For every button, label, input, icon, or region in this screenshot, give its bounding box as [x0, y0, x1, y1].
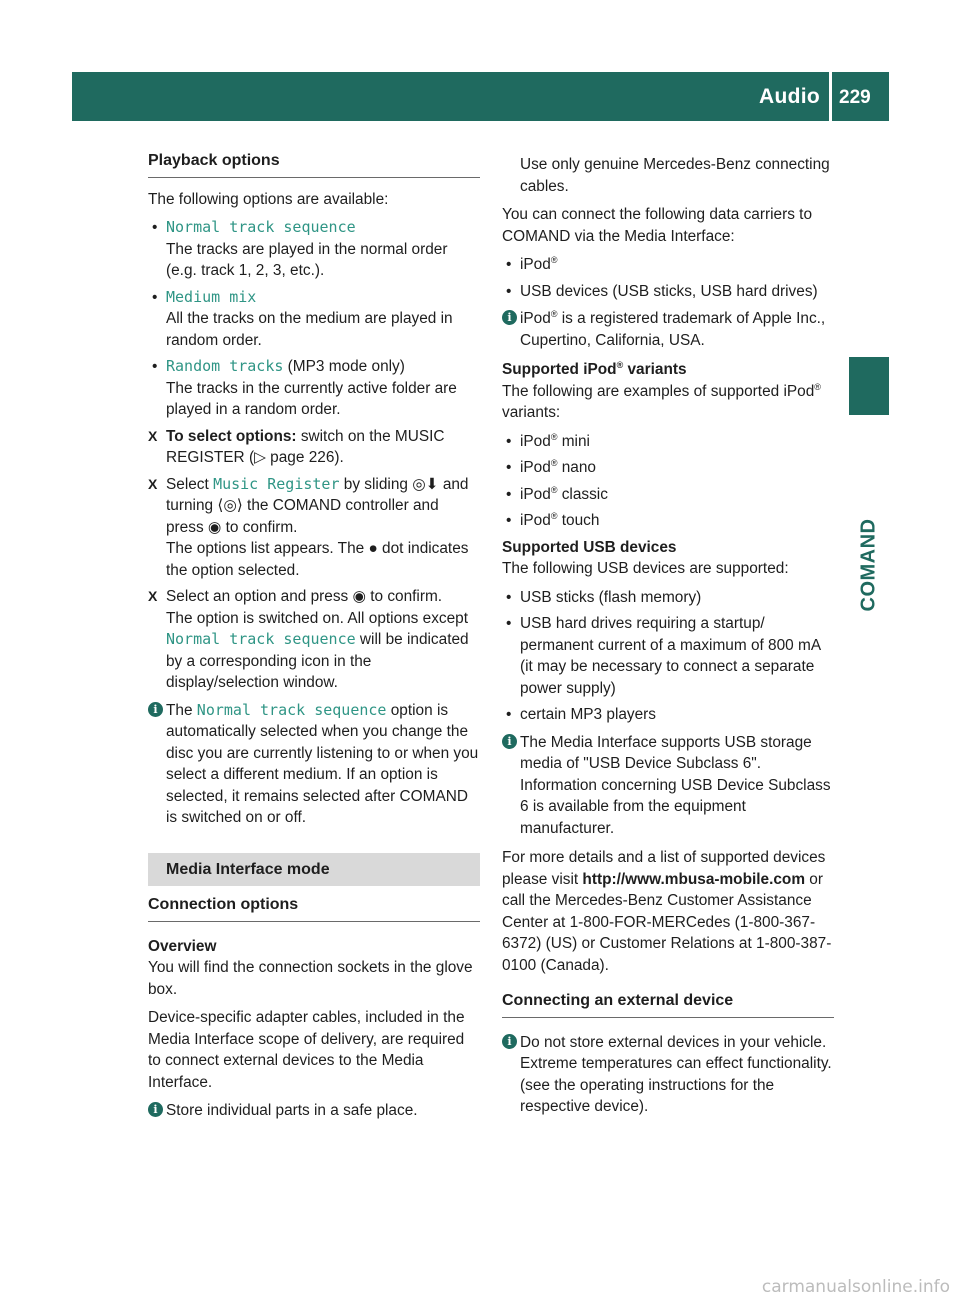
step-select-option: X Select an option and press ◉ to confirm. The option is switched on. All options except Normal track sequence will be indicated by a corresponding icon in the display/selection window. — [148, 588, 469, 691]
list-item: • USB sticks (flash memory) — [502, 587, 834, 609]
option-random-tracks: Random tracks — [166, 357, 284, 375]
music-register-code: Music Register — [213, 474, 340, 493]
info-note: i Store individual parts in a safe place. — [148, 1100, 480, 1122]
usb-heading: Supported USB devices — [502, 538, 677, 556]
connect-intro: You can connect the following data carriers to COMAND via the Media Interface: — [502, 206, 812, 245]
option-normal-track-sequence: • Normal track sequence — [166, 218, 356, 236]
right-column — [502, 154, 834, 1126]
list-item: • certain MP3 players — [502, 704, 834, 726]
list-item: • Normal track sequence The tracks are played in the normal order (e.g. track 1, 2, 3, etc.). — [148, 217, 480, 282]
step-select-options: X To select options: switch on the MUSIC REGISTER (▷ page 226). — [148, 427, 445, 466]
info-icon: i — [502, 310, 517, 325]
usb-intro: The following USB devices are supported: — [502, 560, 789, 577]
step-arrow-icon: X — [148, 588, 158, 604]
step-arrow-icon: X — [148, 475, 158, 492]
list-item: • USB devices (USB sticks, USB hard drives) — [502, 281, 834, 303]
option-medium-mix: • Medium mix — [166, 287, 257, 306]
mbusa-link[interactable]: http://www.mbusa-mobile.com — [582, 870, 806, 888]
info-icon: i — [148, 1102, 163, 1117]
connecting-heading: Connecting an external device — [502, 990, 834, 1018]
list-item: • iPod® mini — [502, 431, 834, 453]
side-tab-marker — [849, 357, 889, 415]
step-select-music-register: X Select Music Register by sliding ◎⬇ and turning ⟨◎⟩ the COMAND controller and press ◉ to confirm. The options list appears. The ● dot indicates the option selected. — [148, 474, 469, 579]
connection-options-heading: Connection options — [148, 894, 480, 922]
info-note: i The Normal track sequence option is automatically selected when you change the disc you are currently listening to or when you select a different medium. If an option is selected, it remains selected after COMAND is switched on or off. — [148, 700, 480, 829]
info-note: i iPod® is a registered trademark of Apple Inc., Cupertino, California, USA. — [502, 308, 834, 351]
list-item: • iPod® touch — [502, 510, 834, 532]
info-icon: i — [148, 702, 163, 717]
playback-intro: The following options are available: — [148, 190, 389, 208]
overview-paragraph: Device-specific adapter cables, included in the Media Interface scope of delivery, are required to connect external devices to the Media Interface. — [148, 1009, 465, 1091]
list-item: • Random tracks (MP3 mode only) The tracks in the currently active folder are played in a random order. — [148, 356, 480, 421]
section-title: Audio — [759, 85, 820, 108]
info-note: i Do not store external devices in your vehicle. Extreme temperatures can effect functionality. (see the operating instructions for the respective device). — [502, 1032, 834, 1118]
list-item: • Medium mix All the tracks on the medium are played in random order. — [148, 287, 480, 352]
supported-ipod-heading: Supported iPod® variants — [502, 359, 687, 378]
page-number: 229 — [839, 87, 871, 108]
list-item: • iPod® nano — [502, 457, 834, 479]
ipod-examples-intro: The following are examples of supported iPod® variants: — [502, 381, 821, 421]
media-interface-bar: Media Interface mode — [148, 853, 480, 887]
side-tab-label: COMAND — [857, 518, 880, 612]
details-paragraph: For more details and a list of supported devices please visit http://www.mbusa-mobile.com or call the Mercedes-Benz Customer Assistance Center at 1-800-FOR-MERCedes (1-800-367-6372) (US) or Customer Relations at 1-800-387-0100 (Canada). — [502, 849, 832, 974]
watermark: carmanualsonline.info — [761, 1276, 950, 1297]
list-item: • iPod® — [502, 254, 834, 276]
playback-heading: Playback options — [148, 150, 480, 178]
info-icon: i — [502, 1034, 517, 1049]
overview-heading: Overview — [148, 937, 217, 955]
header-separator — [829, 72, 832, 121]
step-arrow-icon: X — [148, 427, 158, 444]
info-icon: i — [502, 734, 517, 749]
list-item: • USB hard drives requiring a startup/ permanent current of a maximum of 800 mA (it may be necessary to connect a separate power supply) — [502, 613, 834, 699]
left-column — [148, 150, 480, 1130]
info-note: i The Media Interface supports USB storage media of "USB Device Subclass 6". Information concerning USB Device Subclass 6 is available from the equipment manufacturer. — [502, 732, 834, 840]
overview-paragraph: You will find the connection sockets in the glove box. — [148, 959, 473, 998]
list-item: • iPod® classic — [502, 484, 834, 506]
cables-note: Use only genuine Mercedes-Benz connecting cables. — [520, 156, 830, 195]
